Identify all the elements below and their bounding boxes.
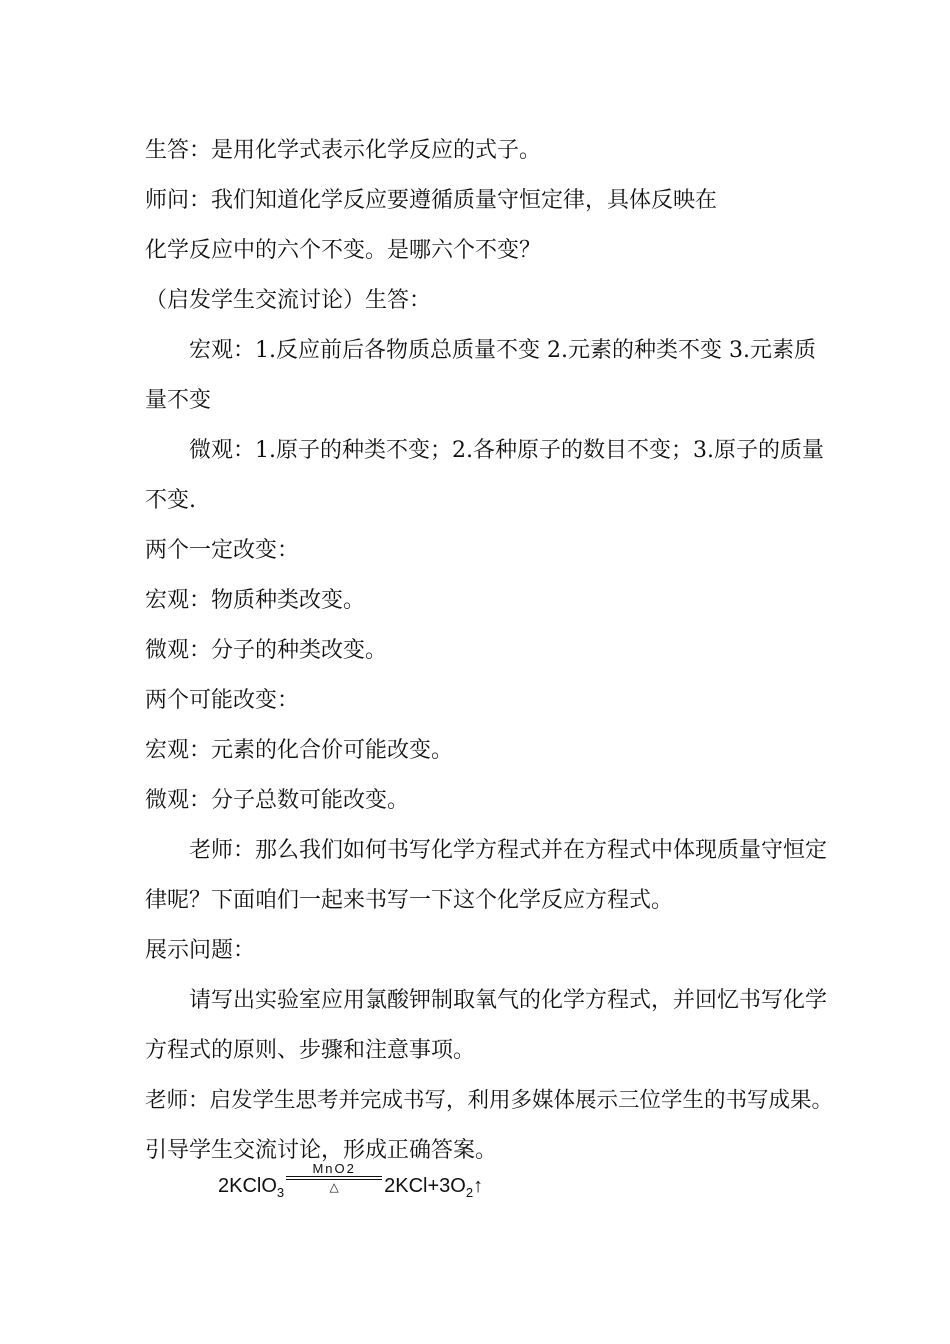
catalyst-label: MnO2 xyxy=(312,1161,356,1176)
gas-arrow-icon: ↑ xyxy=(473,1175,484,1197)
paragraph-line: （启发学生交流讨论）生答： xyxy=(145,288,432,313)
paragraph-line: 不变. xyxy=(145,488,196,513)
paragraph-line: 方程式的原则、步骤和注意事项。 xyxy=(145,1038,476,1063)
paragraph-line: 老师：启发学生思考并完成书写，利用多媒体展示三位学生的书写成果。 xyxy=(145,1088,834,1113)
paragraph-line: 化学反应中的六个不变。是哪六个不变？ xyxy=(145,238,542,263)
paragraph-line: 老师：那么我们如何书写化学方程式并在方程式中体现质量守恒定 xyxy=(189,838,828,863)
paragraph-line: 微观：分子的种类改变。 xyxy=(145,638,388,663)
products: $2KCl+3O_2↑$ xyxy=(384,1175,484,1200)
paragraph-line: 宏观：1.反应前后各物质总质量不变 2.元素的种类不变 3.元素质 xyxy=(189,338,816,363)
chemical-equation xyxy=(218,1161,484,1200)
paragraph-line: 引导学生交流讨论，形成正确答案。 xyxy=(145,1138,498,1163)
paragraph-line: 量不变 xyxy=(145,388,212,413)
reactant: 2KClO$_3$ xyxy=(218,1175,285,1200)
paragraph-line: 展示问题： xyxy=(145,938,256,963)
reaction-condition xyxy=(286,1162,382,1194)
paragraph-line: 师问：我们知道化学反应要遵循质量守恒定律，具体反映在 xyxy=(145,188,718,213)
paragraph-line: 两个可能改变： xyxy=(145,688,300,713)
heat-symbol: △ xyxy=(329,1180,339,1194)
paragraph-line: 微观：分子总数可能改变。 xyxy=(145,788,410,813)
paragraph-line: 生答：是用化学式表示化学反应的式子。 xyxy=(145,138,542,163)
paragraph-line: 请写出实验室应用氯酸钾制取氧气的化学方程式，并回忆书写化学 xyxy=(189,988,828,1013)
paragraph-line: 微观：1.原子的种类不变；2.各种原子的数目不变；3.原子的质量 xyxy=(189,438,824,463)
paragraph-line: 律呢？下面咱们一起来书写一下这个化学反应方程式。 xyxy=(145,888,674,913)
paragraph-line: 宏观：物质种类改变。 xyxy=(145,588,366,613)
paragraph-line: 两个一定改变： xyxy=(145,538,300,563)
paragraph-line: 宏观：元素的化合价可能改变。 xyxy=(145,738,454,763)
